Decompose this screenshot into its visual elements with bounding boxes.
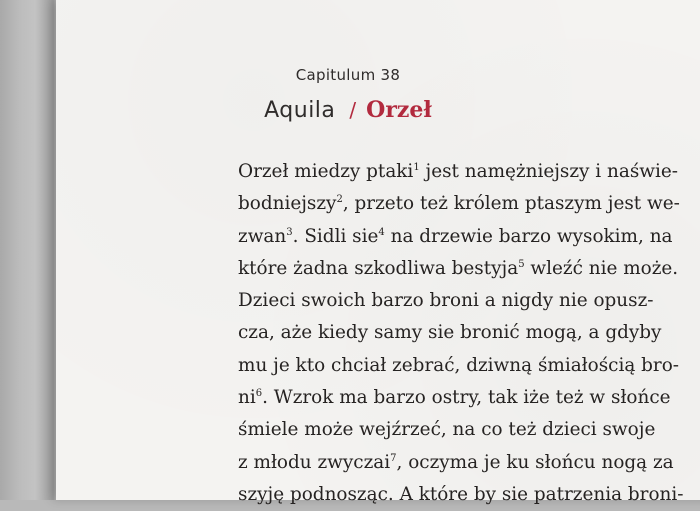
text-segment: zwan: [238, 225, 287, 247]
text-segment: mu je kto chciał zebrać, dziwną śmiałością bro-: [238, 354, 679, 376]
text-line: [238, 221, 700, 253]
text-segment: , przeto też królem ptaszym jest we-: [342, 193, 680, 215]
text-line: [238, 414, 700, 446]
text-segment: bodniejszy: [238, 193, 337, 215]
text-segment: , oczyma je ku słońcu nogą za: [396, 451, 674, 473]
chapter-label: Capitulum 38: [295, 66, 401, 84]
footnote-marker: 2: [336, 194, 343, 206]
text-segment: śmiele może wejźrzeć, na co też dzieci swoje: [238, 419, 656, 441]
text-segment: które żadna szkodliwa bestyja: [238, 257, 519, 279]
footnote-marker: 6: [255, 388, 263, 400]
text-line: [238, 317, 700, 349]
text-segment: Dzieci swoich barzo broni a nigdy nie opusz-: [238, 290, 654, 312]
text-segment: Orzeł miedzy ptaki: [238, 161, 414, 182]
text-segment: . Sidli sie: [292, 225, 379, 247]
text-segment: cza, aże kiedy samy sie bronić mogą, a gdyby: [238, 322, 662, 344]
text-line: [238, 479, 700, 511]
text-line: [238, 253, 700, 285]
chapter-title: [0, 97, 698, 123]
text-line: [238, 285, 700, 317]
chapter-body-text: [238, 156, 700, 511]
text-segment: . Wzrok ma barzo ostry, tak iże też w słońce: [262, 387, 671, 409]
text-segment: z młodu zwyczai: [238, 451, 391, 473]
text-line: [238, 350, 700, 382]
footnote-marker: 1: [413, 162, 420, 173]
text-segment: wleźć nie może.: [524, 257, 679, 279]
text-segment: na drzewie barzo wysokim, na: [384, 225, 673, 247]
footnote-marker: 3: [286, 226, 293, 238]
text-segment: ni: [238, 387, 256, 409]
chapter-title-separator: /: [349, 98, 357, 122]
text-line: [238, 447, 700, 479]
chapter-title-polish: Orzeł: [366, 97, 432, 123]
text-segment: szyję podnosząc. A które by sie patrzenia broni-: [238, 483, 684, 505]
footnote-marker: 7: [390, 452, 397, 464]
footnote-marker: 5: [518, 258, 525, 270]
text-line: [238, 156, 700, 188]
text-segment: jest namężniejszy i naświe-: [419, 161, 678, 182]
footnote-marker: 4: [378, 226, 385, 238]
text-line: [238, 188, 700, 220]
chapter-title-latin: Aquila: [264, 98, 336, 123]
text-line: [238, 382, 700, 414]
